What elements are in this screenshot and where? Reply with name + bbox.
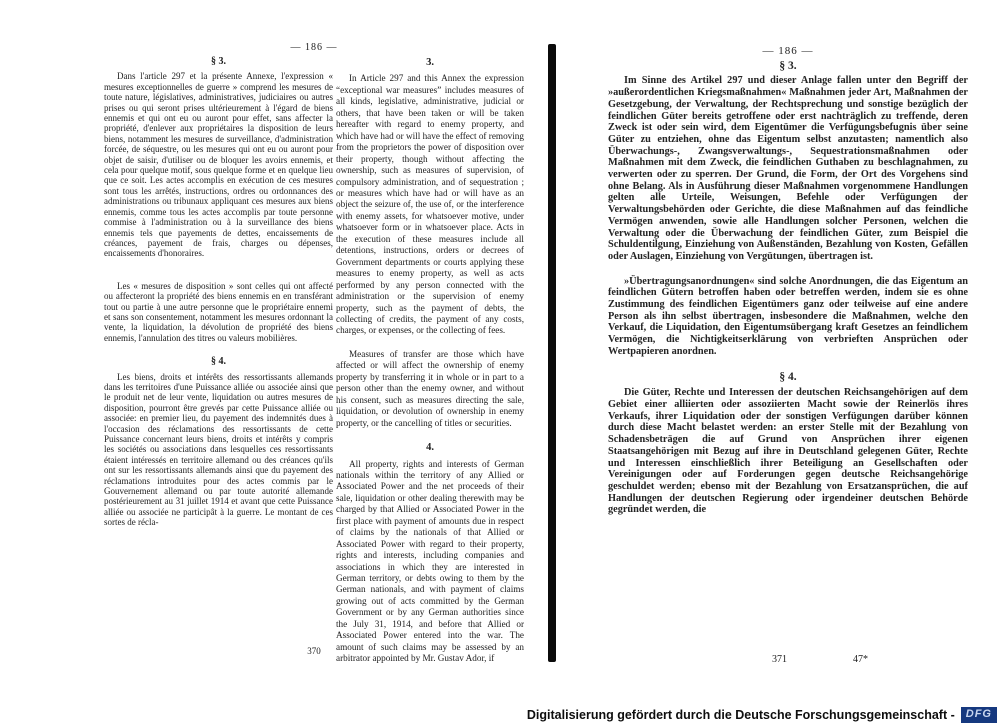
right-page-sheet-mark: 47* — [853, 654, 868, 665]
english-section-4-paragraph-1: All property, rights and interests of German nationals within the territory of any Allied or Associated Power and the net proceeds of their sale, liquidation or other dealing therewith may be charged by that Allied or Associated Power in the first place with payment of amounts due in respect of claims by the nationals of that Allied or Associated Power with regard to their property, rights and interests, including companies and associations in which they are interested in German territory, or debts owing to them by the German nationals, and with payment of claims growing out of acts committed by the German Government or by any German authorities since the July 31, 1914, and before that Allied or Associated Power entered into the war. The amount of such claims may be assessed by an arbitrator appointed by Mr. Gustav Ador, if — [336, 458, 524, 664]
french-section-4-paragraph-1: Les biens, droits et intérêts des ressortissants allemands dans les territoires d'une Puissance alliée ou associée ainsi que le produit net de leur vente, liquidation ou autres mesures de disposition, pourront être grevés par cette Puissance alliée ou associée: en premier lieu, du payement des indemnités dues à l'occasion des réclamations des ressortissants de cette Puissance concernant leurs biens, droits et intérêts y compris les sociétés ou associations dans lesquelles ces ressortissants étaient intéressés en territoire allemand ou des créances qu'ils ont sur les ressortissants allemands ainsi que du payement des réclamations introduites pour des actes commis par le Gouvernement allemand ou par toute autorité allemande postérieurement au 31 juillet 1914 et avant que cette Puissance alliée ou associée ne participât à la guerre. Le montant de ces sortes de récla- — [104, 371, 333, 528]
right-page-header-number: — 186 — — [762, 45, 814, 57]
german-section-4-heading: § 4. — [779, 370, 797, 383]
page-gutter-shadow — [548, 44, 556, 662]
french-section-3-paragraph-2: Les « mesures de disposition » sont celles qui ont affecté ou affecteront la propriété des biens ennemis en en transférant tout ou partie à une autre personne que le propriétaire ennemi et sans son consentement, notamment les mesures ordonnant la vente, la liquidation, la dévolution de propriété des biens ennemis, l'annulation des titres ou valeurs mobilières. — [104, 280, 333, 343]
french-section-3-heading: § 3. — [211, 56, 226, 67]
right-page-footer-number: 371 — [772, 654, 787, 665]
english-section-3-paragraph-2: Measures of transfer are those which have affected or will affect the ownership of enemy property by transferring it in whole or in part to a person other than the enemy owner, and without his consent, such as measures directing the sale, liquidation, or devolution of ownership in enemy property, or the cancelling of titles or securities. — [336, 348, 524, 428]
english-section-4-heading: 4. — [426, 442, 434, 454]
digitization-footer — [527, 707, 997, 723]
german-section-3-paragraph-1: Im Sinne des Artikel 297 und dieser Anlage fallen unter den Begriff der »außerordentlichen Kriegsmaßnahmen« Maßnahmen jeder Art, Maßnahmen der Gesetzgebung, der Verwaltung, der Rechtsprechung und sonstige bezüglich der feindlichen Güter bereits getroffene oder erst nachträglich zu treffende, deren Zweck ist oder sein wird, dem Eigentümer die Verfügungsbefugnis über seine Güter zu entziehen, ohne das Eigentum selbst anzutasten; namentlich also Überwachungs-, Zwangsverwaltungs-, Sequestrationsmaßnahmen oder Maßnahmen mit dem Zweck, die feindlichen Guthaben zu beschlagnahmen, zu verwerten oder zu sperren. Der Grund, die Form, der Ort des Vorgehens sind ohne Belang. Als in Ausführung dieser Maßnahmen vorgenommene Handlungen gelten alle Urteile, Weisungen, Befehle oder Verfügungen der Verwaltungsbehörden oder Gerichte, die diese Maßnahmen auf das feindliche Vermögen anwenden, sowie alle Handlungen solcher Personen, welchen die Verwaltung oder die Überwachung der feindlichen Güter, zum Beispiel die Schuldentilgung, Einziehung von Außenständen, Bezahlung von Kosten, Gefällen oder Auslagen, Einziehung von Vergütungen, übertragen ist. — [608, 75, 968, 262]
german-section-3-heading: § 3. — [779, 59, 797, 72]
english-column — [336, 57, 524, 665]
english-section-3-paragraph-1: In Article 297 and this Annex the expression “exceptional war measures” includes measures of all kinds, legislative, administrative, judicial or others, that have been taken or will be taken hereafter with regard to enemy property, and which have had or will have the effect of removing from the proprietors the power of disposition over their property, though without affecting the ownership, such as measures of supervision, of compulsory administration, and of sequestration ; or measures which have had or will have as an object the seizure of, the use of, or the interference with enemy assets, for whatsoever motive, under whatsoever form or in whatsoever place. Acts in the execution of these measures include all detentions, instructions, orders or decrees of Government departments or courts applying these measures to enemy property, as well as acts performed by any person connected with the administration or the supervision of enemy property, such as the payment of debts, the collecting of credits, the payment of any costs, charges, or expenses, or the collecting of fees. — [336, 73, 524, 336]
dfg-credit-text: Digitalisierung gefördert durch die Deutsche Forschungsgemeinschaft - — [526, 708, 955, 722]
dfg-logo: DFG — [961, 707, 997, 723]
left-page-footer-number: 370 — [307, 646, 321, 656]
english-section-3-heading: 3. — [426, 57, 434, 68]
german-column — [608, 46, 968, 516]
french-section-4-heading: § 4. — [211, 356, 226, 368]
german-section-4-paragraph-1: Die Güter, Rechte und Interessen der deutschen Reichsangehörigen auf dem Gebiet einer alliierten oder assoziierten Macht sowie der Reinerlös ihres Verkaufs, ihrer Liquidation oder der sonstigen Verfügungen darüber können durch diese Macht belastet werden: an erster Stelle mit der Bezahlung von Schadensbeträgen die auf Grund von Ansprüchen ihrer eigenen Staatsangehörigen mit Bezug auf ihre in Deutschland gelegenen Güter, Rechte und Interessen einschließlich ihrer Beteiligung an Gesellschaften oder Vereinigungen oder auf Forderungen gegen deutsche Reichsangehörige geschuldet werden; ebenso mit der Bezahlung von Ersatzansprüchen, die auf Handlungen der deutschen Regierung oder irgendeiner deutschen Behörde gegründet werden, die — [608, 387, 968, 516]
french-section-3-paragraph-1: Dans l'article 297 et la présente Annexe, l'expression « mesures exceptionnelles de guerre » comprend les mesures de toute nature, législatives, administratives, judiciaires ou autres prises ou qui seront prises ultérieurement à l'égard de biens ennemis et qui ont eu ou auront pour effet, sans affecter la propriété, d'enlever aux propriétaires la disposition de leurs biens, notamment les mesures de surveillance, d'administration forcée, de séquestre, ou les mesures qui ont eu ou auront pour objet de saisir, d'utiliser ou de bloquer les avoirs ennemis, et cela pour quelque motif, sous quelque forme et en quelque lieu que ce soit. Les actes accomplis en exécution de ces mesures sont tous les arrêtés, instructions, ordres ou ordonnances des administrations ou tribunaux appliquant ces mesures aux biens ennemis, comme tous les actes accomplis par toute personne commise à l'administration ou à la surveillance des biens ennemis tels que payements de dettes, encaissements de créances, payement de frais, charges ou dépenses, encaissements d'honoraires. — [104, 71, 333, 259]
left-page-header-number: — 186 — — [290, 42, 338, 53]
german-section-3-paragraph-2: »Übertragungsanordnungen« sind solche Anordnungen, die das Eigentum an feindlichen Gütern betroffen haben oder betreffen werden, indem sie es ohne Zustimmung des feindlichen Eigentümers ganz oder teilweise auf eine andere Person als ihn selbst übertragen, insbesondere die Maßnahmen, welche den Verkauf, die Liquidation, den Eigentumsübergang kraft Gesetzes an feindlichem Vermögen, die Nichtigkeitserklärung von verbrieften Ansprüchen oder Wertpapieren anordnen. — [608, 275, 968, 357]
french-column — [104, 57, 333, 528]
